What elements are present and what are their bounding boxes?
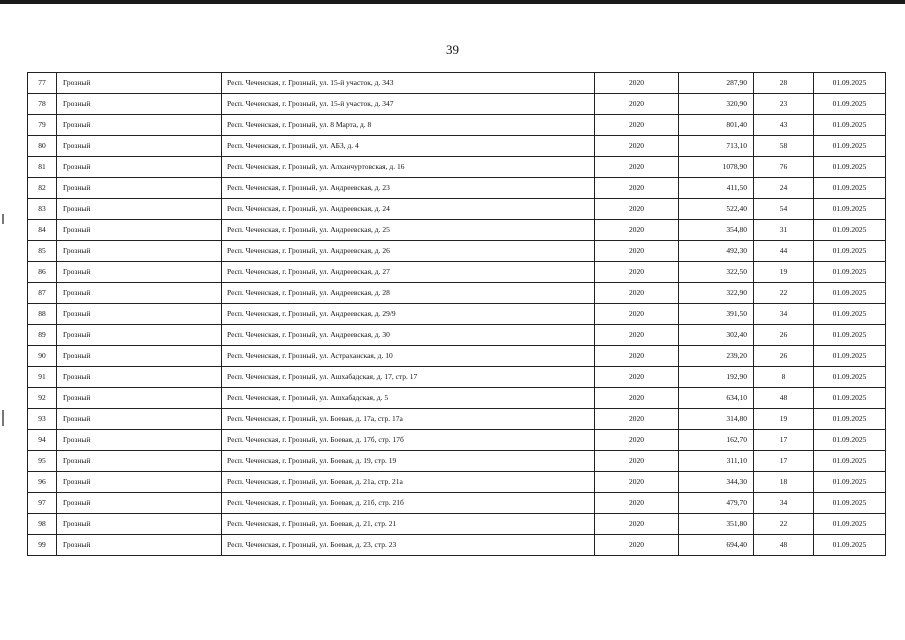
area-cell: 320,90 (679, 94, 754, 115)
address-cell: Респ. Чеченская, г. Грозный, ул. Андреевская, д. 28 (222, 283, 595, 304)
table-row (28, 304, 886, 325)
table-row (28, 283, 886, 304)
count-cell: 26 (754, 346, 814, 367)
address-cell: Респ. Чеченская, г. Грозный, ул. Андреевская, д. 29/9 (222, 304, 595, 325)
row-number-cell: 92 (28, 388, 57, 409)
address-cell: Респ. Чеченская, г. Грозный, ул. Алханчуртовская, д. 16 (222, 157, 595, 178)
count-cell: 24 (754, 178, 814, 199)
area-cell: 192,90 (679, 367, 754, 388)
area-cell: 287,90 (679, 73, 754, 94)
address-cell: Респ. Чеченская, г. Грозный, ул. Андреевская, д. 27 (222, 262, 595, 283)
city-cell: Грозный (57, 346, 222, 367)
row-number-cell: 94 (28, 430, 57, 451)
city-cell: Грозный (57, 73, 222, 94)
address-cell: Респ. Чеченская, г. Грозный, ул. Боевая, д. 21б, стр. 21б (222, 493, 595, 514)
row-number-cell: 88 (28, 304, 57, 325)
row-number-cell: 89 (28, 325, 57, 346)
page-number: 39 (446, 42, 459, 57)
table-row (28, 220, 886, 241)
city-cell: Грозный (57, 241, 222, 262)
count-cell: 54 (754, 199, 814, 220)
area-cell: 479,70 (679, 493, 754, 514)
address-cell: Респ. Чеченская, г. Грозный, ул. Ашхабадская, д. 5 (222, 388, 595, 409)
count-cell: 34 (754, 493, 814, 514)
table-row (28, 136, 886, 157)
table-row (28, 199, 886, 220)
count-cell: 28 (754, 73, 814, 94)
date-cell: 01.09.2025 (814, 346, 886, 367)
count-cell: 19 (754, 409, 814, 430)
date-cell: 01.09.2025 (814, 157, 886, 178)
city-cell: Грозный (57, 283, 222, 304)
table-row (28, 157, 886, 178)
year-cell: 2020 (595, 241, 679, 262)
row-number-cell: 81 (28, 157, 57, 178)
count-cell: 23 (754, 94, 814, 115)
date-cell: 01.09.2025 (814, 115, 886, 136)
area-cell: 162,70 (679, 430, 754, 451)
row-number-cell: 80 (28, 136, 57, 157)
row-number-cell: 91 (28, 367, 57, 388)
table-row (28, 430, 886, 451)
table-row (28, 388, 886, 409)
row-number-cell: 95 (28, 451, 57, 472)
city-cell: Грозный (57, 325, 222, 346)
city-cell: Грозный (57, 367, 222, 388)
city-cell: Грозный (57, 472, 222, 493)
table-row (28, 451, 886, 472)
row-number-cell: 93 (28, 409, 57, 430)
year-cell: 2020 (595, 115, 679, 136)
city-cell: Грозный (57, 451, 222, 472)
row-number-cell: 84 (28, 220, 57, 241)
row-number-cell: 96 (28, 472, 57, 493)
city-cell: Грозный (57, 94, 222, 115)
table-row (28, 535, 886, 556)
date-cell: 01.09.2025 (814, 493, 886, 514)
date-cell: 01.09.2025 (814, 283, 886, 304)
address-cell: Респ. Чеченская, г. Грозный, ул. Боевая, д. 23, стр. 23 (222, 535, 595, 556)
city-cell: Грозный (57, 136, 222, 157)
date-cell: 01.09.2025 (814, 304, 886, 325)
date-cell: 01.09.2025 (814, 199, 886, 220)
housing-registry-table (27, 72, 886, 556)
table-row (28, 409, 886, 430)
area-cell: 354,80 (679, 220, 754, 241)
table-row (28, 346, 886, 367)
registry-body (28, 73, 886, 556)
date-cell: 01.09.2025 (814, 262, 886, 283)
date-cell: 01.09.2025 (814, 535, 886, 556)
date-cell: 01.09.2025 (814, 325, 886, 346)
city-cell: Грозный (57, 262, 222, 283)
address-cell: Респ. Чеченская, г. Грозный, ул. Андреевская, д. 30 (222, 325, 595, 346)
date-cell: 01.09.2025 (814, 472, 886, 493)
row-number-cell: 83 (28, 199, 57, 220)
address-cell: Респ. Чеченская, г. Грозный, ул. Ашхабадская, д. 17, стр. 17 (222, 367, 595, 388)
address-cell: Респ. Чеченская, г. Грозный, ул. АБЗ, д. 4 (222, 136, 595, 157)
count-cell: 17 (754, 430, 814, 451)
year-cell: 2020 (595, 220, 679, 241)
count-cell: 19 (754, 262, 814, 283)
city-cell: Грозный (57, 220, 222, 241)
year-cell: 2020 (595, 262, 679, 283)
year-cell: 2020 (595, 472, 679, 493)
table-row (28, 94, 886, 115)
row-number-cell: 99 (28, 535, 57, 556)
year-cell: 2020 (595, 514, 679, 535)
count-cell: 17 (754, 451, 814, 472)
count-cell: 31 (754, 220, 814, 241)
city-cell: Грозный (57, 199, 222, 220)
date-cell: 01.09.2025 (814, 94, 886, 115)
address-cell: Респ. Чеченская, г. Грозный, ул. Астраханская, д. 10 (222, 346, 595, 367)
count-cell: 22 (754, 283, 814, 304)
area-cell: 801,40 (679, 115, 754, 136)
city-cell: Грозный (57, 157, 222, 178)
area-cell: 411,50 (679, 178, 754, 199)
area-cell: 492,30 (679, 241, 754, 262)
year-cell: 2020 (595, 388, 679, 409)
date-cell: 01.09.2025 (814, 514, 886, 535)
year-cell: 2020 (595, 430, 679, 451)
row-number-cell: 82 (28, 178, 57, 199)
address-cell: Респ. Чеченская, г. Грозный, ул. Андреевская, д. 23 (222, 178, 595, 199)
table-row (28, 514, 886, 535)
area-cell: 322,90 (679, 283, 754, 304)
count-cell: 58 (754, 136, 814, 157)
year-cell: 2020 (595, 409, 679, 430)
count-cell: 18 (754, 472, 814, 493)
row-number-cell: 87 (28, 283, 57, 304)
count-cell: 48 (754, 388, 814, 409)
scan-top-border (0, 0, 905, 4)
row-number-cell: 79 (28, 115, 57, 136)
year-cell: 2020 (595, 451, 679, 472)
table-row (28, 367, 886, 388)
date-cell: 01.09.2025 (814, 430, 886, 451)
address-cell: Респ. Чеченская, г. Грозный, ул. Боевая, д. 17а, стр. 17а (222, 409, 595, 430)
table-row (28, 73, 886, 94)
year-cell: 2020 (595, 199, 679, 220)
date-cell: 01.09.2025 (814, 136, 886, 157)
area-cell: 391,50 (679, 304, 754, 325)
area-cell: 344,30 (679, 472, 754, 493)
count-cell: 43 (754, 115, 814, 136)
row-number-cell: 77 (28, 73, 57, 94)
count-cell: 22 (754, 514, 814, 535)
scan-margin-mark (2, 214, 4, 224)
city-cell: Грозный (57, 430, 222, 451)
row-number-cell: 97 (28, 493, 57, 514)
date-cell: 01.09.2025 (814, 220, 886, 241)
city-cell: Грозный (57, 409, 222, 430)
year-cell: 2020 (595, 136, 679, 157)
city-cell: Грозный (57, 115, 222, 136)
address-cell: Респ. Чеченская, г. Грозный, ул. 8 Марта, д. 8 (222, 115, 595, 136)
area-cell: 351,80 (679, 514, 754, 535)
year-cell: 2020 (595, 535, 679, 556)
area-cell: 322,50 (679, 262, 754, 283)
year-cell: 2020 (595, 73, 679, 94)
year-cell: 2020 (595, 94, 679, 115)
year-cell: 2020 (595, 367, 679, 388)
count-cell: 48 (754, 535, 814, 556)
date-cell: 01.09.2025 (814, 409, 886, 430)
row-number-cell: 85 (28, 241, 57, 262)
year-cell: 2020 (595, 178, 679, 199)
table-row (28, 241, 886, 262)
table-row (28, 325, 886, 346)
address-cell: Респ. Чеченская, г. Грозный, ул. Боевая, д. 17б, стр. 17б (222, 430, 595, 451)
year-cell: 2020 (595, 493, 679, 514)
area-cell: 302,40 (679, 325, 754, 346)
area-cell: 713,10 (679, 136, 754, 157)
address-cell: Респ. Чеченская, г. Грозный, ул. 15-й участок, д. 347 (222, 94, 595, 115)
area-cell: 634,10 (679, 388, 754, 409)
date-cell: 01.09.2025 (814, 73, 886, 94)
year-cell: 2020 (595, 157, 679, 178)
date-cell: 01.09.2025 (814, 241, 886, 262)
address-cell: Респ. Чеченская, г. Грозный, ул. 15-й участок, д. 343 (222, 73, 595, 94)
scan-margin-mark (2, 410, 4, 426)
area-cell: 311,10 (679, 451, 754, 472)
count-cell: 8 (754, 367, 814, 388)
table-row (28, 262, 886, 283)
city-cell: Грозный (57, 304, 222, 325)
area-cell: 1078,90 (679, 157, 754, 178)
area-cell: 314,80 (679, 409, 754, 430)
date-cell: 01.09.2025 (814, 388, 886, 409)
city-cell: Грозный (57, 535, 222, 556)
row-number-cell: 78 (28, 94, 57, 115)
city-cell: Грозный (57, 388, 222, 409)
area-cell: 239,20 (679, 346, 754, 367)
year-cell: 2020 (595, 346, 679, 367)
row-number-cell: 90 (28, 346, 57, 367)
row-number-cell: 86 (28, 262, 57, 283)
table-row (28, 472, 886, 493)
address-cell: Респ. Чеченская, г. Грозный, ул. Андреевская, д. 25 (222, 220, 595, 241)
city-cell: Грозный (57, 514, 222, 535)
count-cell: 26 (754, 325, 814, 346)
table-row (28, 178, 886, 199)
city-cell: Грозный (57, 493, 222, 514)
date-cell: 01.09.2025 (814, 451, 886, 472)
year-cell: 2020 (595, 304, 679, 325)
count-cell: 76 (754, 157, 814, 178)
count-cell: 34 (754, 304, 814, 325)
year-cell: 2020 (595, 283, 679, 304)
area-cell: 522,40 (679, 199, 754, 220)
table-row (28, 493, 886, 514)
address-cell: Респ. Чеченская, г. Грозный, ул. Андреевская, д. 24 (222, 199, 595, 220)
address-cell: Респ. Чеченская, г. Грозный, ул. Андреевская, д. 26 (222, 241, 595, 262)
area-cell: 694,40 (679, 535, 754, 556)
count-cell: 44 (754, 241, 814, 262)
row-number-cell: 98 (28, 514, 57, 535)
date-cell: 01.09.2025 (814, 178, 886, 199)
table-row (28, 115, 886, 136)
year-cell: 2020 (595, 325, 679, 346)
city-cell: Грозный (57, 178, 222, 199)
address-cell: Респ. Чеченская, г. Грозный, ул. Боевая, д. 21, стр. 21 (222, 514, 595, 535)
address-cell: Респ. Чеченская, г. Грозный, ул. Боевая, д. 21а, стр. 21а (222, 472, 595, 493)
date-cell: 01.09.2025 (814, 367, 886, 388)
address-cell: Респ. Чеченская, г. Грозный, ул. Боевая, д. 19, стр. 19 (222, 451, 595, 472)
